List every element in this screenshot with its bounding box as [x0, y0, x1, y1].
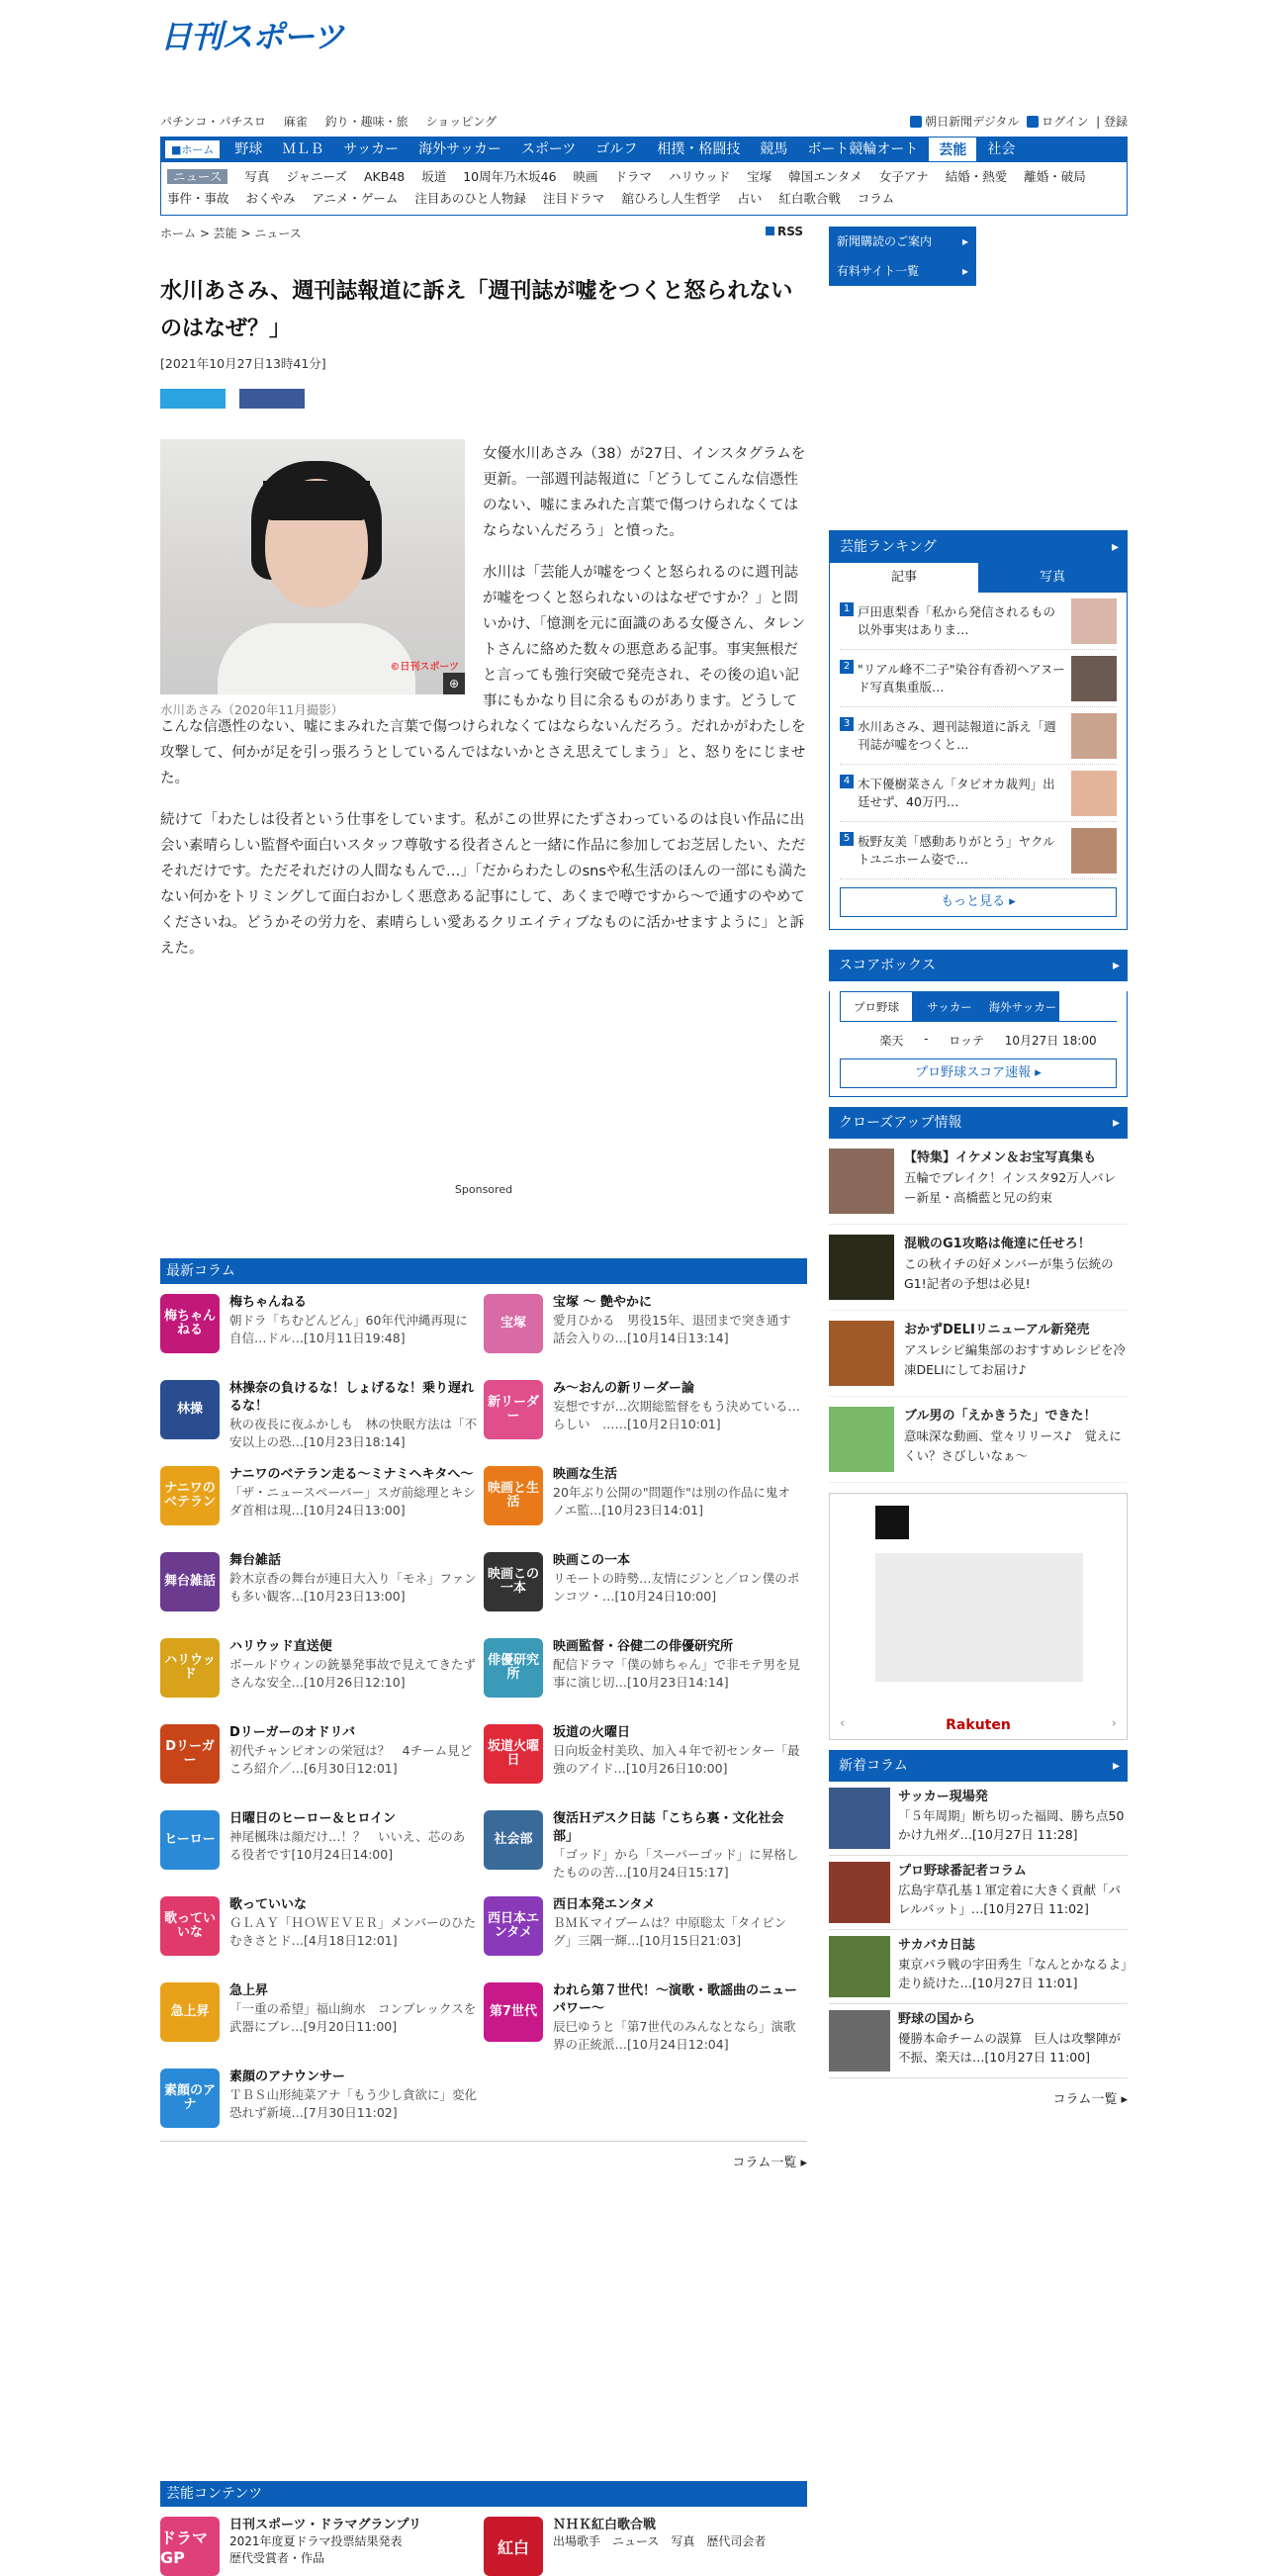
new-column-desc: 「５年周期」断ち切った福岡、勝ち点50かけ九州ダ…[10月27日 11:28]	[898, 1808, 1125, 1842]
column-icon: 西日本エンタメ	[484, 1896, 543, 1956]
rank-number: 5	[840, 832, 854, 846]
nav-item-society[interactable]: 社会	[987, 141, 1016, 157]
closeup-desc: この秋イチの好メンバーが集う伝統のG1!記者の予想は必見!	[904, 1256, 1114, 1291]
rss-link[interactable]	[766, 225, 803, 238]
score-more-button[interactable]: プロ野球スコア速報 ▸	[840, 1058, 1117, 1088]
score-tab-npb[interactable]: プロ野球	[840, 991, 913, 1021]
article-date: [2021年10月27日13時41分]	[160, 356, 326, 371]
column-item[interactable]	[160, 1724, 484, 1795]
column-text	[553, 1724, 800, 1795]
geinou-icon: ドラマGP	[160, 2517, 220, 2576]
geinou-items	[160, 2517, 807, 2576]
column-text	[553, 1552, 800, 1623]
closeup-item[interactable]	[829, 1225, 1128, 1311]
column-title: 林操奈の負けるな！しょげるな！乗り遅れるな！	[229, 1381, 475, 1414]
column-summary: リモートの時勢…友情にジンと／ロン僕のポンコツ・…[10月24日10:00]	[553, 1571, 800, 1604]
ad-next-icon[interactable]: ›	[1111, 1716, 1117, 1731]
ranking-heading[interactable]: 芸能ランキング ▸	[830, 531, 1127, 563]
closeup-text	[904, 1235, 1128, 1300]
column-summary: 20年ぶり公開の"問題作"は別の作品に鬼オノエ監…[10月23日14:01]	[553, 1485, 790, 1518]
column-item[interactable]	[160, 1982, 484, 2054]
new-column-text	[898, 1788, 1128, 1849]
rakuten-logo: Rakuten	[946, 1717, 1011, 1733]
column-title: 日曜日のヒーロー＆ヒロイン	[229, 1811, 397, 1826]
geinou-text	[229, 2517, 421, 2576]
rank-title: 木下優樹菜さん「タピオカ裁判」出廷せず、40万円…	[858, 776, 1055, 809]
latest-columns	[160, 1258, 807, 2140]
zoom-icon[interactable]: ⊕	[443, 673, 465, 694]
new-column-desc: 優勝本命チームの誤算 巨人は攻撃陣が不振、楽天は…[10月27日 11:00]	[898, 2031, 1122, 2065]
subnav-item[interactable]: 宝塚	[747, 169, 772, 184]
column-icon: 宝塚	[484, 1294, 543, 1353]
column-text	[553, 1896, 800, 1968]
ranking-item[interactable]	[840, 650, 1117, 707]
rank-thumbnail	[1071, 771, 1117, 816]
column-text	[553, 1638, 800, 1709]
column-title: 映画な生活	[553, 1467, 618, 1482]
column-text	[553, 1294, 800, 1365]
rank-thumbnail	[1071, 828, 1117, 874]
score-tabs	[840, 991, 1117, 1021]
column-title: 舞台雑話	[229, 1553, 282, 1568]
column-title: み～おんの新リーダー論	[553, 1381, 695, 1396]
geinou-line1[interactable]: 出場歌手 ニュース 写真 歴代司会者	[553, 2534, 767, 2548]
asahi-link[interactable]: 朝日新聞デジタル	[925, 115, 1020, 129]
new-columns-box	[829, 1750, 1128, 2107]
column-title: ハリウッド直送便	[229, 1639, 332, 1654]
closeup-heading: クローズアップ情報 ▸	[829, 1107, 1128, 1139]
column-summary: 神尾楓珠は顔だけ…！？ いいえ、芯のある役者です[10月24日14:00]	[229, 1829, 466, 1862]
column-text	[553, 1982, 800, 2054]
geinou-line2[interactable]: 歴代受賞者・作品	[229, 2551, 325, 2565]
subnav-item[interactable]: 結婚・熱愛	[945, 169, 1008, 184]
column-item[interactable]	[160, 1638, 484, 1709]
column-text	[229, 1294, 477, 1365]
new-column-title: サッカー現場発	[898, 1790, 988, 1804]
util-link-mahjong[interactable]: 麻雀	[283, 115, 308, 129]
closeup-title: 混戦のG1攻略は俺達に任せろ！	[904, 1237, 1091, 1251]
column-text	[229, 2069, 477, 2140]
rank-number: 2	[840, 660, 854, 674]
column-summary: 朝ドラ「ちむどんどん」60年代沖縄再現に自信…ドル…[10月11日19:48]	[229, 1313, 468, 1345]
article-body	[160, 441, 807, 977]
geinou-contents-heading: 芸能コンテンツ	[160, 2481, 807, 2507]
closeup-desc: アスレシピ編集部のおすすめレシピを冷凍DELIにしてお届け♪	[904, 1342, 1127, 1377]
column-icon: 林操	[160, 1380, 220, 1439]
breadcrumb[interactable]: ホーム > 芸能 > ニュース	[160, 227, 302, 240]
score-away: ロッテ	[949, 1034, 984, 1048]
new-column-text	[898, 1936, 1128, 1997]
new-column-text	[898, 1862, 1128, 1923]
column-icon: ヒーロー	[160, 1810, 220, 1870]
subnav-item[interactable]: おくやみ	[245, 191, 296, 206]
subnav-news[interactable]: ニュース	[167, 169, 227, 184]
subnav-item[interactable]: 10周年乃木坂46	[463, 169, 557, 184]
new-column-item[interactable]	[829, 2004, 1128, 2078]
column-item[interactable]	[484, 1466, 807, 1537]
twitter-share-icon[interactable]	[160, 389, 226, 409]
column-icon: 素顔のアナ	[160, 2069, 220, 2128]
tab-photos[interactable]: 写真	[978, 563, 1127, 593]
column-item[interactable]	[484, 1896, 807, 1968]
rank-title: 水川あさみ、週刊誌報道に訴え「週刊誌が嘘をつくと…	[858, 718, 1056, 752]
column-summary: 妄想ですが…次期総監督をもう決めている…らしい ……[10月2日10:01]	[553, 1399, 801, 1431]
new-column-desc: 広島宇草孔基１軍定着に大きく貢献「パレルバット」…[10月27日 11:02]	[898, 1883, 1122, 1916]
column-grid	[160, 1294, 807, 2140]
subnav-item[interactable]: 坂道	[421, 169, 447, 184]
score-time: 10月27日 18:00	[1004, 1034, 1097, 1048]
new-column-desc: 東京パラ戦の宇田秀生「なんとかなるよ」走り続けた…[10月27日 11:01]	[898, 1957, 1128, 1990]
closeup-text	[904, 1407, 1128, 1472]
tab-articles[interactable]: 記事	[830, 563, 978, 593]
ranking-box	[829, 530, 1128, 930]
login-link[interactable]: ログイン	[1042, 115, 1089, 129]
column-item[interactable]	[160, 1294, 484, 1365]
shoe-image	[875, 1553, 1083, 1682]
column-list-label: コラム一覧	[732, 2156, 797, 2170]
subnav-item[interactable]: 紅白歌合戦	[778, 191, 841, 206]
nav-item-sumo[interactable]: 相撲・格闘技	[657, 141, 741, 157]
subnav-item[interactable]: 注目あのひと人物録	[414, 191, 526, 206]
site-logo[interactable]: 日刊スポーツ	[160, 18, 343, 55]
column-text	[229, 1724, 477, 1795]
new-columns-list	[829, 1782, 1128, 2078]
closeup-thumbnail	[829, 1149, 894, 1214]
column-text	[229, 1982, 477, 2054]
scorebox-heading: スコアボックス ▸	[829, 950, 1128, 981]
column-icon: 舞台雑話	[160, 1552, 220, 1611]
login-icon	[1027, 116, 1039, 128]
register-link[interactable]: 登録	[1103, 115, 1128, 129]
closeup-title: 【特集】イケメン＆お宝写真集も	[904, 1150, 1097, 1165]
column-text	[229, 1638, 477, 1709]
nav-home-label: ホーム	[181, 143, 215, 156]
column-summary: ＢＭＫマイブームは？中原聡太「タイピング」三隅一輝…[10月15日21:03]	[553, 1915, 787, 1948]
column-text	[229, 1810, 477, 1882]
column-icon: ハリウッド	[160, 1638, 220, 1698]
column-title: ナニワのベテラン走る〜ミナミヘキタへ〜	[229, 1467, 474, 1482]
column-summary: 「ゴッド」から「スーパーゴッド」に昇格したものの苦…[10月24日15:17]	[553, 1847, 799, 1880]
column-item[interactable]	[160, 2069, 484, 2140]
subnav-item[interactable]: ジャニーズ	[286, 169, 348, 184]
new-columns-more-label: コラム一覧	[1052, 2092, 1118, 2107]
subnav-item[interactable]: ハリウッド	[669, 169, 731, 184]
column-icon: 社会部	[484, 1810, 543, 1870]
subscribe-button[interactable]: 新聞購読のご案内 ▸	[829, 227, 976, 256]
closeup-title: ブル男の「えかきうた」できた！	[904, 1409, 1097, 1424]
new-column-title: プロ野球番記者コラム	[898, 1864, 1027, 1879]
ranking-list	[830, 593, 1127, 879]
column-summary: 秋の夜長に夜ふかしも 林の快眠方法は「不安以上の恐…[10月23日18:14]	[229, 1417, 478, 1449]
closeup-list	[829, 1139, 1128, 1483]
geinou-text	[553, 2517, 766, 2576]
subnav-item[interactable]: 女子アナ	[878, 169, 929, 184]
column-icon: ナニワのベテラン	[160, 1466, 220, 1525]
article-paragraph-2: 水川は「芸能人が嘘をつくと怒られるのに週刊誌が嘘をつくと怒られないのはなぜですか？」と問いかけ、「憶測を元に面識のある女優さん、タレントさんに絡めた数々の悪意ある記事。事実無根だと言っても強行突破で発売され、その後の追い記事にもかなり目に余るものがあります。どうしてこんな信憑性のない、嘘にまみれた言葉で傷つけられなくてはならないんだろう。だれかがわたしを攻撃して、何かが足を引っ張ろうとしているんではないかとさえ思えてしまう」と、怒りをにじませた。	[160, 565, 806, 786]
home-icon: ■	[171, 143, 182, 156]
nav-item-mlb[interactable]: ＭＬＢ	[282, 141, 324, 157]
share-buttons	[160, 389, 315, 413]
nav-item-boat[interactable]: ボート競輪オート	[807, 141, 919, 157]
util-link-shopping[interactable]: ショッピング	[425, 115, 497, 129]
rank-thumbnail	[1071, 713, 1117, 759]
util-link-pachinko[interactable]: パチンコ・パチスロ	[160, 115, 266, 129]
subnav-item[interactable]: AKB48	[364, 169, 406, 184]
column-title: 復活Ｈデスク日誌「こちら裏・文化社会部」	[553, 1811, 784, 1844]
closeup-desc: 意味深な動画、堂々リリース♪ 覚えにくい？さびしいなぁ～	[904, 1428, 1122, 1463]
column-icon: 映画と生活	[484, 1466, 543, 1525]
new-column-item[interactable]	[829, 1782, 1128, 1856]
column-title: Dリーガーのオドリバ	[229, 1725, 356, 1740]
column-text	[229, 1552, 477, 1623]
column-icon: 第7世代	[484, 1982, 543, 2042]
column-summary: 辰巳ゆうと「第7世代のみんなとなら」演歌界の正統派…[10月24日12:04]	[553, 2019, 796, 2052]
column-summary: 「一重の希望」福山絢水 コンプレックスを武器にブレ…[9月20日11:00]	[229, 2001, 477, 2034]
nav-item-geinou[interactable]: 芸能	[928, 137, 977, 162]
nav-home[interactable]	[164, 139, 221, 159]
ranking-more-button[interactable]: もっと見る ▸	[840, 887, 1117, 917]
score-more-label: プロ野球スコア速報	[915, 1065, 1032, 1080]
column-title: 映画この一本	[553, 1553, 631, 1568]
subnav-item[interactable]: ドラマ	[614, 169, 653, 184]
subnav-item[interactable]: 写真	[244, 169, 270, 184]
column-text	[553, 1380, 800, 1451]
new-column-title: サカバカ日誌	[898, 1938, 975, 1953]
geinou-title: 日刊スポーツ・ドラマグランプリ	[229, 2518, 421, 2532]
score-row[interactable]	[840, 1021, 1117, 1058]
column-icon: Dリーガー	[160, 1724, 220, 1784]
new-column-thumbnail	[829, 1862, 890, 1923]
subnav-item[interactable]: 舘ひろし人生哲学	[621, 191, 721, 206]
geinou-item[interactable]	[484, 2517, 807, 2576]
photo-spacer	[160, 441, 483, 708]
nav-item-baseball[interactable]: 野球	[234, 141, 263, 157]
column-summary: ＴＢＳ山形純菜アナ「もう少し貪欲に」変化恐れず新境…[7月30日11:02]	[229, 2087, 478, 2120]
rank-thumbnail	[1071, 598, 1117, 644]
article-paragraph-1: 女優水川あさみ（38）が27日、インスタグラムを更新。一部週刊誌報道に「どうしてこんな信憑性のない、嘘にまみれた言葉で傷つけられなくてはならないんだろう」と憤った。	[483, 446, 806, 539]
nav-item-sports[interactable]: スポーツ	[520, 141, 577, 157]
column-summary: ボールドウィンの銃暴発事故で見えてきたずさんな安全…[10月26日12:10]	[229, 1657, 477, 1690]
column-summary: 「ザ・ニュースペーパー」スガ前総理とキシダ首相は現…[10月24日13:00]	[229, 1485, 476, 1518]
geinou-item[interactable]	[160, 2517, 484, 2576]
ad-banner[interactable]	[829, 1493, 1128, 1740]
closeup-thumbnail	[829, 1321, 894, 1386]
subnav-item[interactable]: 占い	[737, 191, 763, 206]
column-title: 西日本発エンタメ	[553, 1897, 656, 1912]
column-text	[553, 1466, 800, 1537]
article-title: 水川あさみ、週刊誌報道に訴え「週刊誌が嘘をつくと怒られないのはなぜ？」	[160, 279, 793, 341]
column-icon: 新リーダー	[484, 1380, 543, 1439]
geinou-line1[interactable]: 2021年度夏ドラマ投票結果発表	[229, 2534, 403, 2548]
column-text	[229, 1896, 477, 1968]
rank-number: 1	[840, 602, 854, 616]
rank-number: 4	[840, 775, 854, 788]
sponsored-label: Sponsored	[454, 1183, 513, 1196]
column-title: 映画監督・谷健二の俳優研究所	[553, 1639, 734, 1654]
paid-sites-button[interactable]: 有料サイト一覧 ▸	[829, 256, 976, 286]
ad-prev-icon[interactable]: ‹	[840, 1716, 846, 1731]
column-title: 宝塚 〜 艶やかに	[553, 1295, 653, 1310]
sub-nav	[160, 162, 1128, 216]
asahi-icon	[910, 116, 922, 128]
column-title: 急上昇	[229, 1983, 269, 1998]
scorebox-body	[829, 991, 1128, 1097]
subnav-item[interactable]: 映画	[573, 169, 598, 184]
closeup-title: おかずDELIリニューアル新発売	[904, 1323, 1090, 1337]
column-title: 素顔のアナウンサー	[229, 2070, 346, 2084]
util-link-fishing[interactable]: 釣り・趣味・旅	[324, 115, 408, 129]
closeup-box	[829, 1107, 1128, 1483]
rss-icon	[766, 227, 774, 235]
ranking-item[interactable]	[840, 707, 1117, 765]
column-summary: 鈴木京香の舞台が連日大入り「モネ」ファンも多い観客…[10月23日13:00]	[229, 1571, 477, 1604]
column-icon: 映画この一本	[484, 1552, 543, 1611]
score-dash: -	[924, 1032, 929, 1046]
subnav-item[interactable]: 韓国エンタメ	[788, 169, 862, 184]
column-title: 梅ちゃんねる	[229, 1295, 308, 1310]
new-column-text	[898, 2010, 1128, 2071]
new-column-item[interactable]	[829, 1930, 1128, 2004]
ranking-item[interactable]	[840, 593, 1117, 650]
ranking-item[interactable]	[840, 822, 1117, 879]
subnav-item[interactable]: 注目ドラマ	[542, 191, 605, 206]
closeup-item[interactable]	[829, 1397, 1128, 1483]
closeup-text	[904, 1321, 1128, 1386]
closeup-thumbnail	[829, 1407, 894, 1472]
column-item[interactable]	[160, 1810, 484, 1882]
column-item[interactable]	[484, 1724, 807, 1795]
column-item[interactable]	[484, 1380, 807, 1451]
rank-title: 板野友美「感動ありがとう」ヤクルトユニホーム姿で…	[858, 833, 1055, 867]
photo-credit: ©日刊スポーツ	[390, 662, 459, 673]
column-title: われら第７世代！～演歌・歌謡曲のニューパワー～	[553, 1983, 798, 2016]
column-text	[229, 1466, 477, 1537]
column-item[interactable]	[160, 1896, 484, 1968]
new-column-thumbnail	[829, 1936, 890, 1997]
subnav-item[interactable]: アニメ・ゲーム	[312, 191, 399, 206]
subnav-item[interactable]: コラム	[857, 191, 895, 206]
column-item[interactable]	[484, 1294, 807, 1365]
subnav-item[interactable]: 離婚・破局	[1024, 169, 1086, 184]
rank-thumbnail	[1071, 656, 1117, 701]
new-column-thumbnail	[829, 2010, 890, 2071]
utility-bar: パチンコ・パチスロ 麻雀 釣り・趣味・旅 ショッピング 朝日新聞デジタル ログイン | 登録	[160, 115, 1128, 129]
rss-label: RSS	[777, 225, 803, 238]
scorebox	[829, 950, 1128, 1097]
column-icon: 坂道火曜日	[484, 1724, 543, 1784]
column-item[interactable]	[160, 1552, 484, 1623]
facebook-share-icon[interactable]	[239, 389, 305, 409]
score-home: 楽天	[879, 1034, 904, 1048]
closeup-item[interactable]	[829, 1139, 1128, 1225]
column-title: 坂道の火曜日	[553, 1725, 631, 1740]
column-icon: 俳優研究所	[484, 1638, 543, 1698]
new-column-title: 野球の国から	[898, 2012, 976, 2027]
column-summary: ＧＬＡＹ「ＨＯＷＥＶＥＲ」メンバーのひたむきさとド…[4月18日12:01]	[229, 1915, 477, 1948]
score-tab-world-soccer[interactable]: 海外サッカー	[986, 991, 1059, 1021]
new-column-item[interactable]	[829, 1856, 1128, 1930]
column-icon: 梅ちゃんねる	[160, 1294, 220, 1353]
global-nav	[160, 137, 1128, 162]
geinou-contents	[160, 2481, 807, 2576]
column-item[interactable]	[484, 1552, 807, 1623]
nav-item-soccer[interactable]: サッカー	[343, 141, 400, 157]
column-list-link[interactable]: コラム一覧 ▸	[160, 2141, 807, 2170]
column-title: 歌っていいな	[229, 1897, 308, 1912]
rank-number: 3	[840, 717, 854, 731]
closeup-item[interactable]	[829, 1311, 1128, 1397]
ranking-tabs	[830, 563, 1127, 593]
ranking-more-label: もっと見る	[941, 894, 1006, 909]
geinou-title: ＮＨＫ紅白歌合戦	[553, 2518, 657, 2532]
nav-item-world-soccer[interactable]: 海外サッカー	[418, 141, 501, 157]
column-summary: 配信ドラマ「僕の姉ちゃん」で非モテ男を見事に演じ切…[10月23日14:14]	[553, 1657, 801, 1690]
new-columns-more[interactable]: コラム一覧 ▸	[1052, 2092, 1128, 2107]
closeup-thumbnail	[829, 1235, 894, 1300]
geinou-icon: 紅白	[484, 2517, 543, 2576]
adidas-logo-icon	[875, 1506, 909, 1539]
rank-title: 戸田恵梨香「私から発信されるもの以外事実はありま…	[858, 603, 1056, 637]
column-summary: 初代チャンピオンの栄冠は？ 4チーム見どころ紹介／…[6月30日12:01]	[229, 1743, 473, 1776]
photo-caption: 水川あさみ（2020年11月撮影）	[160, 702, 344, 717]
sidebar	[829, 530, 1128, 2107]
score-tab-soccer[interactable]: サッカー	[913, 991, 986, 1021]
ranking-item[interactable]	[840, 765, 1117, 822]
column-icon: 急上昇	[160, 1982, 220, 2042]
latest-columns-heading: 最新コラム	[160, 1258, 807, 1284]
nav-item-golf[interactable]: ゴルフ	[595, 141, 638, 157]
top-buttons	[829, 227, 1128, 286]
column-item[interactable]	[160, 1380, 484, 1451]
closeup-text	[904, 1149, 1128, 1214]
column-item[interactable]	[484, 1810, 807, 1882]
subnav-item[interactable]: 事件・事故	[167, 191, 229, 206]
column-item[interactable]	[160, 1466, 484, 1537]
column-item[interactable]	[484, 1638, 807, 1709]
new-column-thumbnail	[829, 1788, 890, 1849]
new-columns-heading: 新着コラム ▸	[829, 1750, 1128, 1782]
nav-item-keiba[interactable]: 競馬	[760, 141, 788, 157]
column-text	[229, 1380, 477, 1451]
column-summary: 日向坂金村美玖、加入４年で初センター「最強のアイド…[10月26日10:00]	[553, 1743, 800, 1776]
column-icon: 歌っていいな	[160, 1896, 220, 1956]
column-text	[553, 1810, 800, 1882]
article-paragraph-3: 続けて「わたしは役者という仕事をしています。私がこの世界にたずさわっているのは良い作品に出会い素晴らしい監督や面白いスタッフ尊敬する役者さんと一緒に作品に参加してお芝居したい、ただそれだけです。ただそれだけの人間なもんで…」「だからわたしのsnsや私生活のほんの一部にも満たない何かをトリミングして面白おかしく悪意ある記事にして、あくまで噂ですから～で通すのやめてくださいね。どうかその労力を、素晴らしい愛あるクリエイティブなものに活かせますように」と訴えた。	[160, 812, 807, 957]
column-summary: 愛月ひかる 男役15年、退団まで突き通す話会入りの…[10月14日13:14]	[553, 1313, 791, 1345]
rank-title: "リアル峰不二子"染谷有香初ヘアヌード写真集重版…	[858, 661, 1065, 694]
closeup-desc: 五輪でブレイク！インスタ92万人バレー新星・高橋藍と兄の約束	[904, 1170, 1117, 1205]
column-item[interactable]	[484, 1982, 807, 2054]
